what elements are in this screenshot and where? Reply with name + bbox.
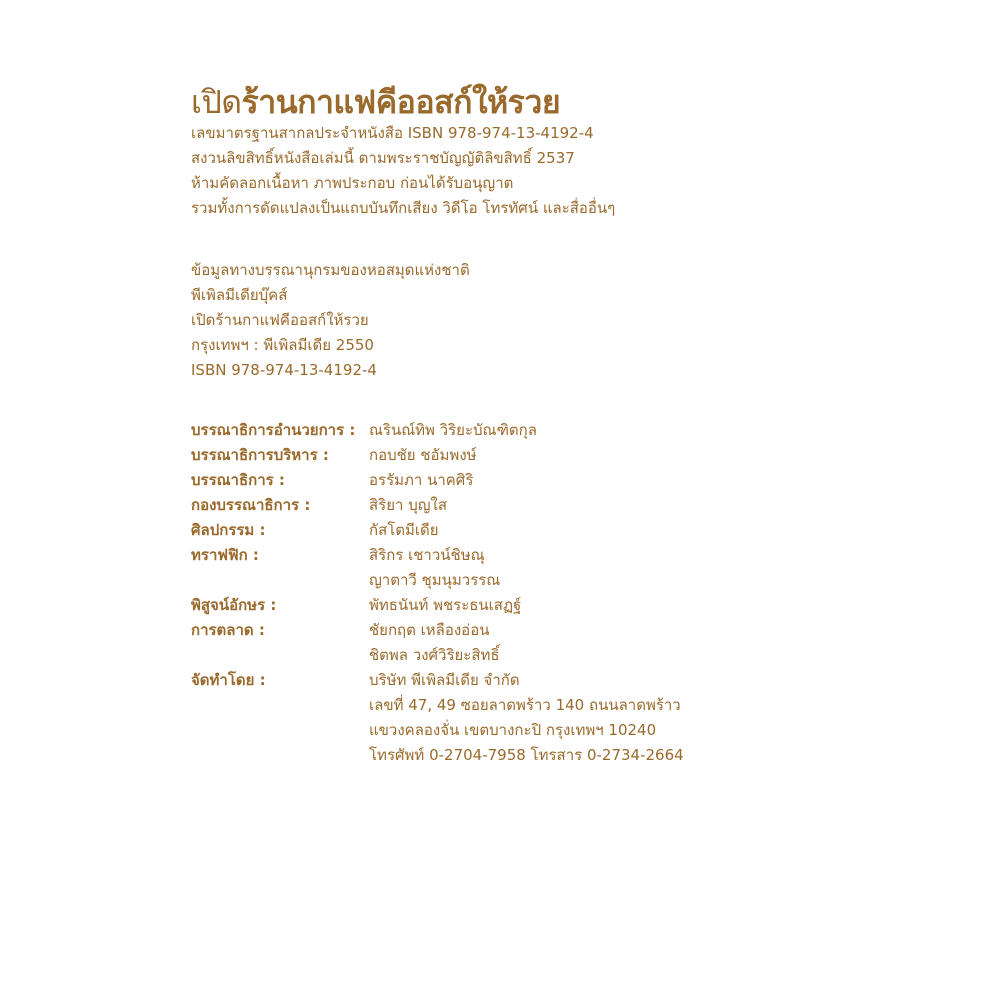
credit-role: กองบรรณาธิการ :: [191, 496, 311, 514]
credit-row: [191, 468, 684, 493]
book-title-main: ร้านกาแฟคีออสก์ให้รวย: [241, 83, 561, 121]
credit-names: [369, 518, 439, 543]
book-title-prefix: เปิด: [191, 83, 242, 121]
credit-names: [369, 493, 447, 518]
credit-row: [191, 418, 684, 443]
credit-names: [369, 443, 477, 468]
credit-role: บรรณาธิการ :: [191, 471, 285, 489]
credit-name: แขวงคลองจั่น เขตบางกะปิ กรุงเทพฯ 10240: [369, 721, 657, 739]
credit-role: การตลาด :: [191, 621, 265, 639]
credit-names: [369, 618, 500, 668]
credit-name: สิริยา บุญใส: [369, 496, 447, 514]
imprint-page: [191, 0, 971, 1000]
credit-name: กัสโตมีเดีย: [369, 521, 439, 539]
cip-line: ISBN 978-974-13-4192-4: [191, 361, 377, 379]
cip-line: พีเพิลมีเดียบุ๊คส์: [191, 286, 288, 304]
cip-line: กรุงเทพฯ : พีเพิลมีเดีย 2550: [191, 336, 374, 354]
credit-name: กอบชัย ชอัมพงษ์: [369, 446, 477, 464]
credit-name: ชัยกฤต เหลืองอ่อน: [369, 621, 490, 639]
credit-name: โทรศัพท์ 0-2704-7958 โทรสาร 0-2734-2664: [369, 746, 684, 764]
credit-row: [191, 443, 684, 468]
credit-name: ณรินณ์ทิพ วิริยะบัณฑิตกุล: [369, 421, 537, 439]
credit-row: [191, 493, 684, 518]
credit-names: [369, 418, 537, 443]
credit-row: [191, 668, 684, 768]
credit-names: [369, 543, 500, 593]
copyright-line: ห้ามคัดลอกเนื้อหา ภาพประกอบ ก่อนได้รับอนุญาต: [191, 174, 514, 192]
copyright-line: สงวนลิขสิทธิ์หนังสือเล่มนี้ ตามพระราชบัญญัติลิขสิทธิ์ 2537: [191, 149, 575, 167]
credit-name: พัทธนันท์ พชระธนเสฏฐ์: [369, 596, 522, 614]
credit-role: ทราฟฟิก :: [191, 546, 259, 564]
credits-list: [191, 418, 684, 768]
credit-name: ญาตาวี ชุมนุมวรรณ: [369, 571, 501, 589]
cip-line: เปิดร้านกาแฟคีออสก์ให้รวย: [191, 311, 369, 329]
credit-role: พิสูจน์อักษร :: [191, 596, 277, 614]
credit-names: [369, 468, 473, 493]
credit-role: จัดทำโดย :: [191, 671, 266, 689]
credit-name: เลขที่ 47, 49 ซอยลาดพร้าว 140 ถนนลาดพร้าว: [369, 696, 681, 714]
book-title: [191, 82, 560, 122]
copyright-line: รวมทั้งการดัดแปลงเป็นแถบบันทึกเสียง วิดีโอ โทรทัศน์ และสื่ออื่นๆ: [191, 199, 616, 217]
credit-name: บริษัท พีเพิลมีเดีย จำกัด: [369, 671, 520, 689]
credit-name: ชิตพล วงศ์วิริยะสิทธิ์: [369, 646, 500, 664]
credit-row: [191, 618, 684, 668]
copyright-notice: [191, 121, 615, 221]
credit-role: บรรณาธิการอำนวยการ :: [191, 421, 356, 439]
copyright-line: เลขมาตรฐานสากลประจำหนังสือ ISBN 978-974-13-4192-4: [191, 124, 594, 142]
credit-row: [191, 593, 684, 618]
cip-line: ข้อมูลทางบรรณานุกรมของหอสมุดแห่งชาติ: [191, 261, 470, 279]
credit-name: สิริกร เชาวน์ชิษณุ: [369, 546, 485, 564]
credit-names: [369, 668, 684, 768]
credit-row: [191, 543, 684, 593]
cataloging-data: [191, 258, 470, 383]
credit-name: อรรัมภา นาคศิริ: [369, 471, 474, 489]
credit-role: บรรณาธิการบริหาร :: [191, 446, 329, 464]
credit-role: ศิลปกรรม :: [191, 521, 266, 539]
credit-row: [191, 518, 684, 543]
credit-names: [369, 593, 521, 618]
